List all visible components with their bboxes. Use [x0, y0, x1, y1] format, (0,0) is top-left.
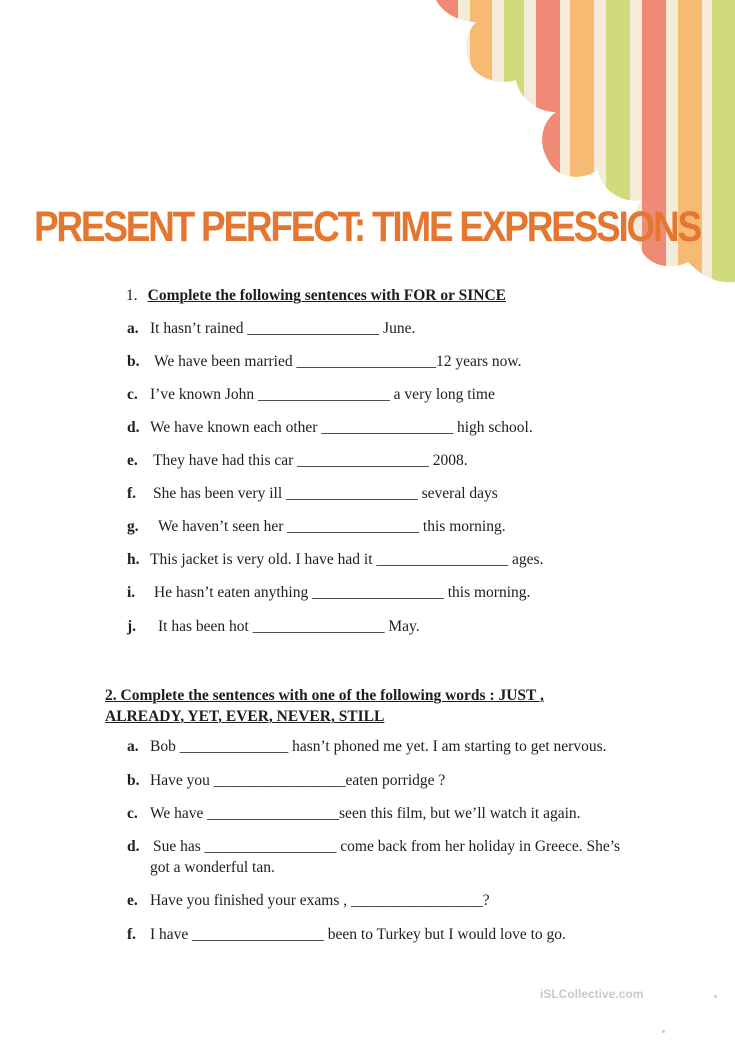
item-letter: f.: [127, 926, 137, 943]
item-text: We have known each other _________________ high school.: [150, 419, 533, 436]
item-text: He hasn’t eaten anything _________________ this morning.: [154, 584, 531, 601]
item-text-continued: got a wonderful tan.: [150, 859, 275, 876]
item-text: She has been very ill _________________ several days: [153, 485, 498, 502]
item-letter: a.: [127, 320, 139, 337]
item-letter: e.: [127, 452, 138, 469]
stripes: [436, 0, 735, 300]
item-text: Bob ______________ hasn’t phoned me yet. I am starting to get nervous.: [150, 738, 607, 755]
item-text: We have been married __________________12 years now.: [154, 353, 522, 370]
item-letter: g.: [127, 518, 139, 535]
item-text: It hasn’t rained _________________ June.: [150, 320, 416, 337]
section2-instruction-line2: ALREADY, YET, EVER, NEVER, STILL: [105, 708, 385, 725]
item-text: I’ve known John _________________ a very long time: [150, 386, 495, 403]
item-letter: d.: [127, 838, 140, 855]
item-letter: a.: [127, 738, 139, 755]
item-text: Have you _________________eaten porridge ?: [150, 772, 446, 789]
item-text: It has been hot _________________ May.: [158, 618, 420, 635]
item-text: We have _________________seen this film, but we’ll watch it again.: [150, 805, 581, 822]
item-text: Have you finished your exams , _________________?: [150, 892, 490, 909]
item-text: Sue has _________________ come back from her holiday in Greece. She’s: [153, 838, 621, 855]
watermark-dot: [714, 995, 717, 998]
section2-heading: [105, 685, 544, 727]
item-letter: c.: [127, 386, 138, 403]
item-letter: d.: [127, 419, 140, 436]
section1-instruction: Complete the following sentences with FOR or SINCE: [147, 287, 506, 304]
page-title: PRESENT PERFECT: TIME EXPRESSIONS: [34, 203, 700, 251]
section1-heading: [126, 287, 506, 305]
item-letter: h.: [127, 551, 140, 568]
watermark: iSLCollective.com: [540, 987, 644, 1001]
item-letter: f.: [127, 485, 137, 502]
item-text: I have _________________ been to Turkey but I would love to go.: [150, 926, 566, 943]
section1-number: 1.: [126, 287, 138, 304]
item-text: This jacket is very old. I have had it _________________ ages.: [150, 551, 544, 568]
item-text: They have had this car _________________ 2008.: [153, 452, 468, 469]
item-letter: e.: [127, 892, 138, 909]
item-text: We haven’t seen her _________________ this morning.: [158, 518, 506, 535]
item-letter: b.: [127, 772, 140, 789]
item-letter: c.: [127, 805, 138, 822]
striped-corner-decoration: [0, 0, 735, 300]
section2-instruction-line1: 2. Complete the sentences with one of the following words : JUST ,: [105, 687, 544, 704]
item-letter: b.: [127, 353, 140, 370]
item-letter: j.: [127, 618, 137, 635]
item-letter: i.: [127, 584, 136, 601]
watermark-dot: [662, 1030, 665, 1033]
